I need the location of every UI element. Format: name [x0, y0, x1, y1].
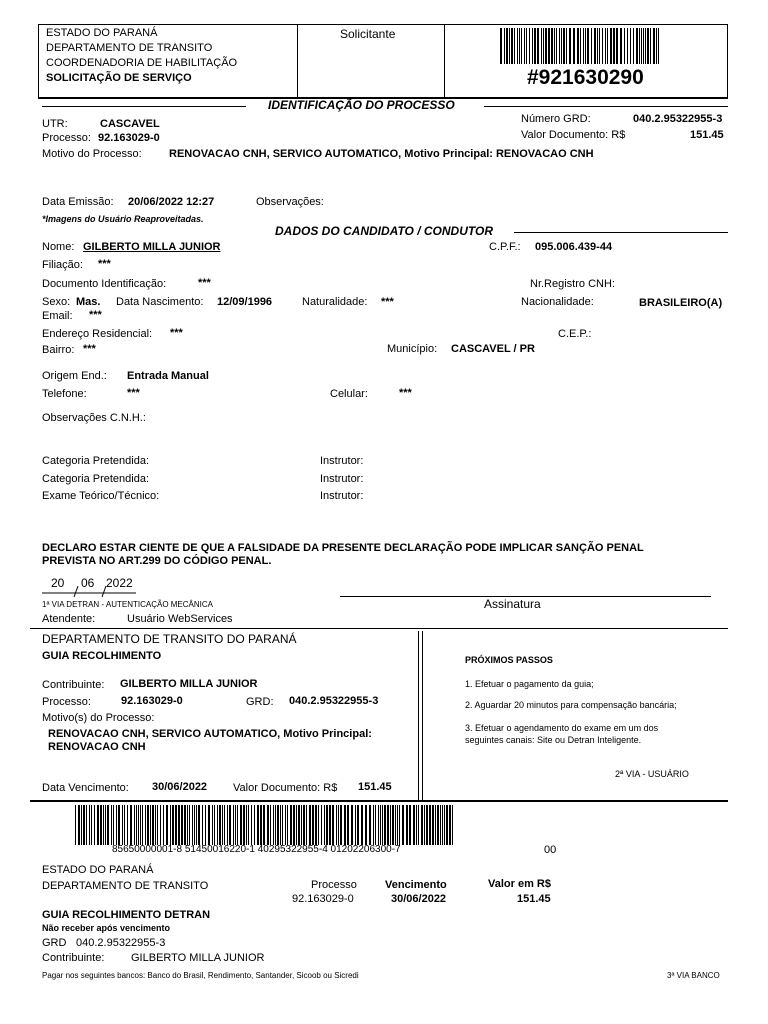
section-line-left — [42, 106, 246, 107]
banco-contribuinte-value: GILBERTO MILLA JUNIOR — [131, 952, 265, 964]
celular-value: *** — [399, 387, 412, 399]
telefone-label: Telefone: — [42, 388, 87, 400]
proximos-title: PRÓXIMOS PASSOS — [465, 655, 553, 665]
document-number: #921630290 — [527, 66, 644, 89]
passo-3a: 3. Efetuar o agendamento do exame em um dos — [465, 723, 659, 733]
guia-contribuinte-value: GILBERTO MILLA JUNIOR — [120, 678, 258, 690]
header-divider-1 — [297, 24, 298, 99]
passo-2: 2. Aguardar 20 minutos para compensação bancária; — [465, 700, 677, 710]
solicitante-label: Solicitante — [340, 27, 396, 41]
date-month: 06 — [81, 576, 95, 590]
cpf-value: 095.006.439-44 — [535, 241, 613, 253]
valor-label: Valor Documento: R$ — [521, 129, 626, 141]
banco-dept: DEPARTAMENTO DE TRANSITO — [42, 880, 209, 892]
section-title-processo: IDENTIFICAÇÃO DO PROCESSO — [268, 98, 455, 112]
date-line — [40, 580, 140, 598]
cpf-label: C.P.F.: — [489, 241, 521, 253]
guia-motivos-line1: RENOVACAO CNH, SERVICO AUTOMATICO, Motivo Principal: — [48, 728, 372, 740]
via-detran: 1ª VIA DETRAN - AUTENTICAÇÃO MECÂNICA — [42, 600, 213, 609]
naturalidade-value: *** — [381, 296, 394, 308]
bairro-value: *** — [83, 343, 96, 355]
cep-label: C.E.P.: — [558, 328, 592, 340]
utr-label: UTR: — [42, 118, 68, 130]
categoria-label: Categoria Pretendida: — [42, 473, 150, 485]
passo-3b: seguintes canais: Site ou Detran Inteligente. — [465, 735, 642, 745]
passo-1: 1. Efetuar o pagamento da guia; — [465, 679, 594, 689]
endereco-value: *** — [170, 327, 183, 339]
imagens-note: *Imagens do Usuário Reaproveitadas. — [42, 214, 204, 224]
valor-value: 151.45 — [690, 129, 724, 141]
guia-bottom-line — [30, 800, 728, 802]
declaracao-line1: DECLARO ESTAR CIENTE DE QUE A FALSIDADE DA PRESENTE DECLARAÇÃO PODE IMPLICAR SANÇÃO PENAL — [42, 542, 644, 554]
naturalidade-label: Naturalidade: — [302, 296, 368, 308]
origem-value: Entrada Manual — [127, 370, 209, 382]
banco-processo-value: 92.163029-0 — [292, 893, 354, 905]
guia-valor-label: Valor Documento: R$ — [233, 782, 338, 794]
banco-grd-label: GRD — [42, 937, 67, 949]
processo-label: Processo: — [42, 132, 91, 144]
nacionalidade-label: Nacionalidade: — [521, 296, 594, 308]
header-title: SOLICITAÇÃO DE SERVIÇO — [46, 72, 192, 84]
nome-value: GILBERTO MILLA JUNIOR — [83, 241, 221, 253]
nome-label: Nome: — [42, 241, 75, 253]
header-divider-2 — [444, 24, 445, 99]
date-day: 20 — [51, 576, 65, 590]
banco-vencimento-label: Vencimento — [385, 879, 447, 891]
banco-vencimento-value: 30/06/2022 — [391, 893, 447, 905]
atendente-label: Atendente: — [42, 613, 96, 625]
guia-top-line — [30, 628, 728, 629]
instrutor-label: Instrutor: — [320, 473, 364, 485]
nacionalidade-value: BRASILEIRO(A) — [639, 297, 723, 309]
banco-estado: ESTADO DO PARANÁ — [42, 864, 154, 876]
docid-value: *** — [198, 277, 211, 289]
filiacao-label: Filiação: — [42, 259, 83, 271]
guia-motivos-label: Motivo(s) do Processo: — [42, 712, 155, 724]
motivo-value: RENOVACAO CNH, SERVICO AUTOMATICO, Motivo Principal: RENOVACAO CNH — [169, 148, 594, 160]
guia-motivos-line2: RENOVACAO CNH — [48, 741, 146, 753]
guia-vencimento-value: 30/06/2022 — [152, 781, 208, 793]
guia-dept: DEPARTAMENTO DE TRANSITO DO PARANÁ — [42, 632, 297, 646]
nao-receber-note: Não receber após vencimento — [42, 923, 171, 933]
guia-grd-value: 040.2.95322955-3 — [289, 695, 379, 707]
guia-divider-a — [418, 631, 419, 801]
header-coordination: COORDENADORIA DE HABILITAÇÃO — [46, 57, 238, 69]
banco-processo-label: Processo — [311, 879, 357, 891]
municipio-label: Município: — [387, 343, 438, 355]
emissao-value: 20/06/2022 12:27 — [128, 196, 215, 208]
utr-value: CASCAVEL — [100, 118, 160, 130]
payment-barcode — [75, 805, 453, 845]
guia-vencimento-label: Data Vencimento: — [42, 782, 129, 794]
municipio-value: CASCAVEL / PR — [451, 343, 535, 355]
exame-label: Exame Teórico/Técnico: — [42, 490, 160, 502]
celular-label: Celular: — [330, 388, 368, 400]
grd-label: Número GRD: — [521, 113, 591, 125]
grd-value: 040.2.95322955-3 — [633, 113, 723, 125]
categoria-label: Categoria Pretendida: — [42, 455, 150, 467]
via-banco: 3ª VIA BANCO — [667, 971, 720, 980]
guia-contribuinte-label: Contribuinte: — [42, 679, 105, 691]
nascimento-value: 12/09/1996 — [217, 296, 273, 308]
header-barcode — [500, 28, 660, 64]
nascimento-label: Data Nascimento: — [116, 296, 204, 308]
docid-label: Documento Identificação: — [42, 278, 167, 290]
guia-title: GUIA RECOLHIMENTO — [42, 650, 162, 662]
bairro-label: Bairro: — [42, 344, 75, 356]
declaracao-line2: PREVISTA NO ART.299 DO CÓDIGO PENAL. — [42, 555, 272, 567]
date-year: 2022 — [106, 576, 133, 590]
linha-digitavel: 85650000001-8 51450016220-1 40295322955-4 01202206300-7 — [112, 844, 401, 855]
obs-cnh-label: Observações C.N.H.: — [42, 412, 146, 424]
email-value: *** — [89, 309, 102, 321]
guia-divider-b — [422, 631, 423, 801]
telefone-value: *** — [127, 387, 140, 399]
sexo-value: Mas. — [76, 296, 101, 308]
guia-valor-value: 151.45 — [358, 781, 392, 793]
origem-label: Origem End.: — [42, 370, 107, 382]
header-department: DEPARTAMENTO DE TRANSITO — [46, 42, 213, 54]
motivo-label: Motivo do Processo: — [42, 148, 142, 160]
atendente-value: Usuário WebServices — [127, 613, 233, 625]
via-usuario: 2ª VIA - USUÁRIO — [615, 769, 689, 779]
filiacao-value: *** — [98, 258, 111, 270]
section-title-candidato: DADOS DO CANDIDATO / CONDUTOR — [275, 224, 494, 238]
bancos-note: Pagar nos seguintes bancos: Banco do Brasil, Rendimento, Santander, Sicoob ou Sicredi — [42, 971, 359, 980]
email-label: Email: — [42, 310, 73, 322]
emissao-label: Data Emissão: — [42, 196, 114, 208]
section-line-right — [484, 106, 728, 107]
section-line-candidato — [514, 232, 728, 233]
banco-valor-value: 151.45 — [517, 893, 551, 905]
header-state: ESTADO DO PARANÁ — [46, 27, 158, 39]
sexo-label: Sexo: — [42, 296, 71, 308]
guia-processo-value: 92.163029-0 — [121, 695, 183, 707]
banco-grd-value: 040.2.95322955-3 — [76, 937, 166, 949]
banco-valor-label: Valor em R$ — [488, 878, 551, 890]
guia-grd-label: GRD: — [246, 696, 274, 708]
endereco-label: Endereço Residencial: — [42, 328, 153, 340]
banco-contribuinte-label: Contribuinte: — [42, 952, 105, 964]
instrutor-label: Instrutor: — [320, 455, 364, 467]
processo-value: 92.163029-0 — [98, 132, 160, 144]
observacoes-label: Observações: — [256, 196, 324, 208]
banco-title: GUIA RECOLHIMENTO DETRAN — [42, 909, 211, 921]
guia-processo-label: Processo: — [42, 696, 91, 708]
instrutor-label: Instrutor: — [320, 490, 364, 502]
banco-codigo: 00 — [544, 844, 557, 856]
nrcnh-label: Nr.Registro CNH: — [530, 278, 615, 290]
signature-label: Assinatura — [484, 597, 541, 611]
